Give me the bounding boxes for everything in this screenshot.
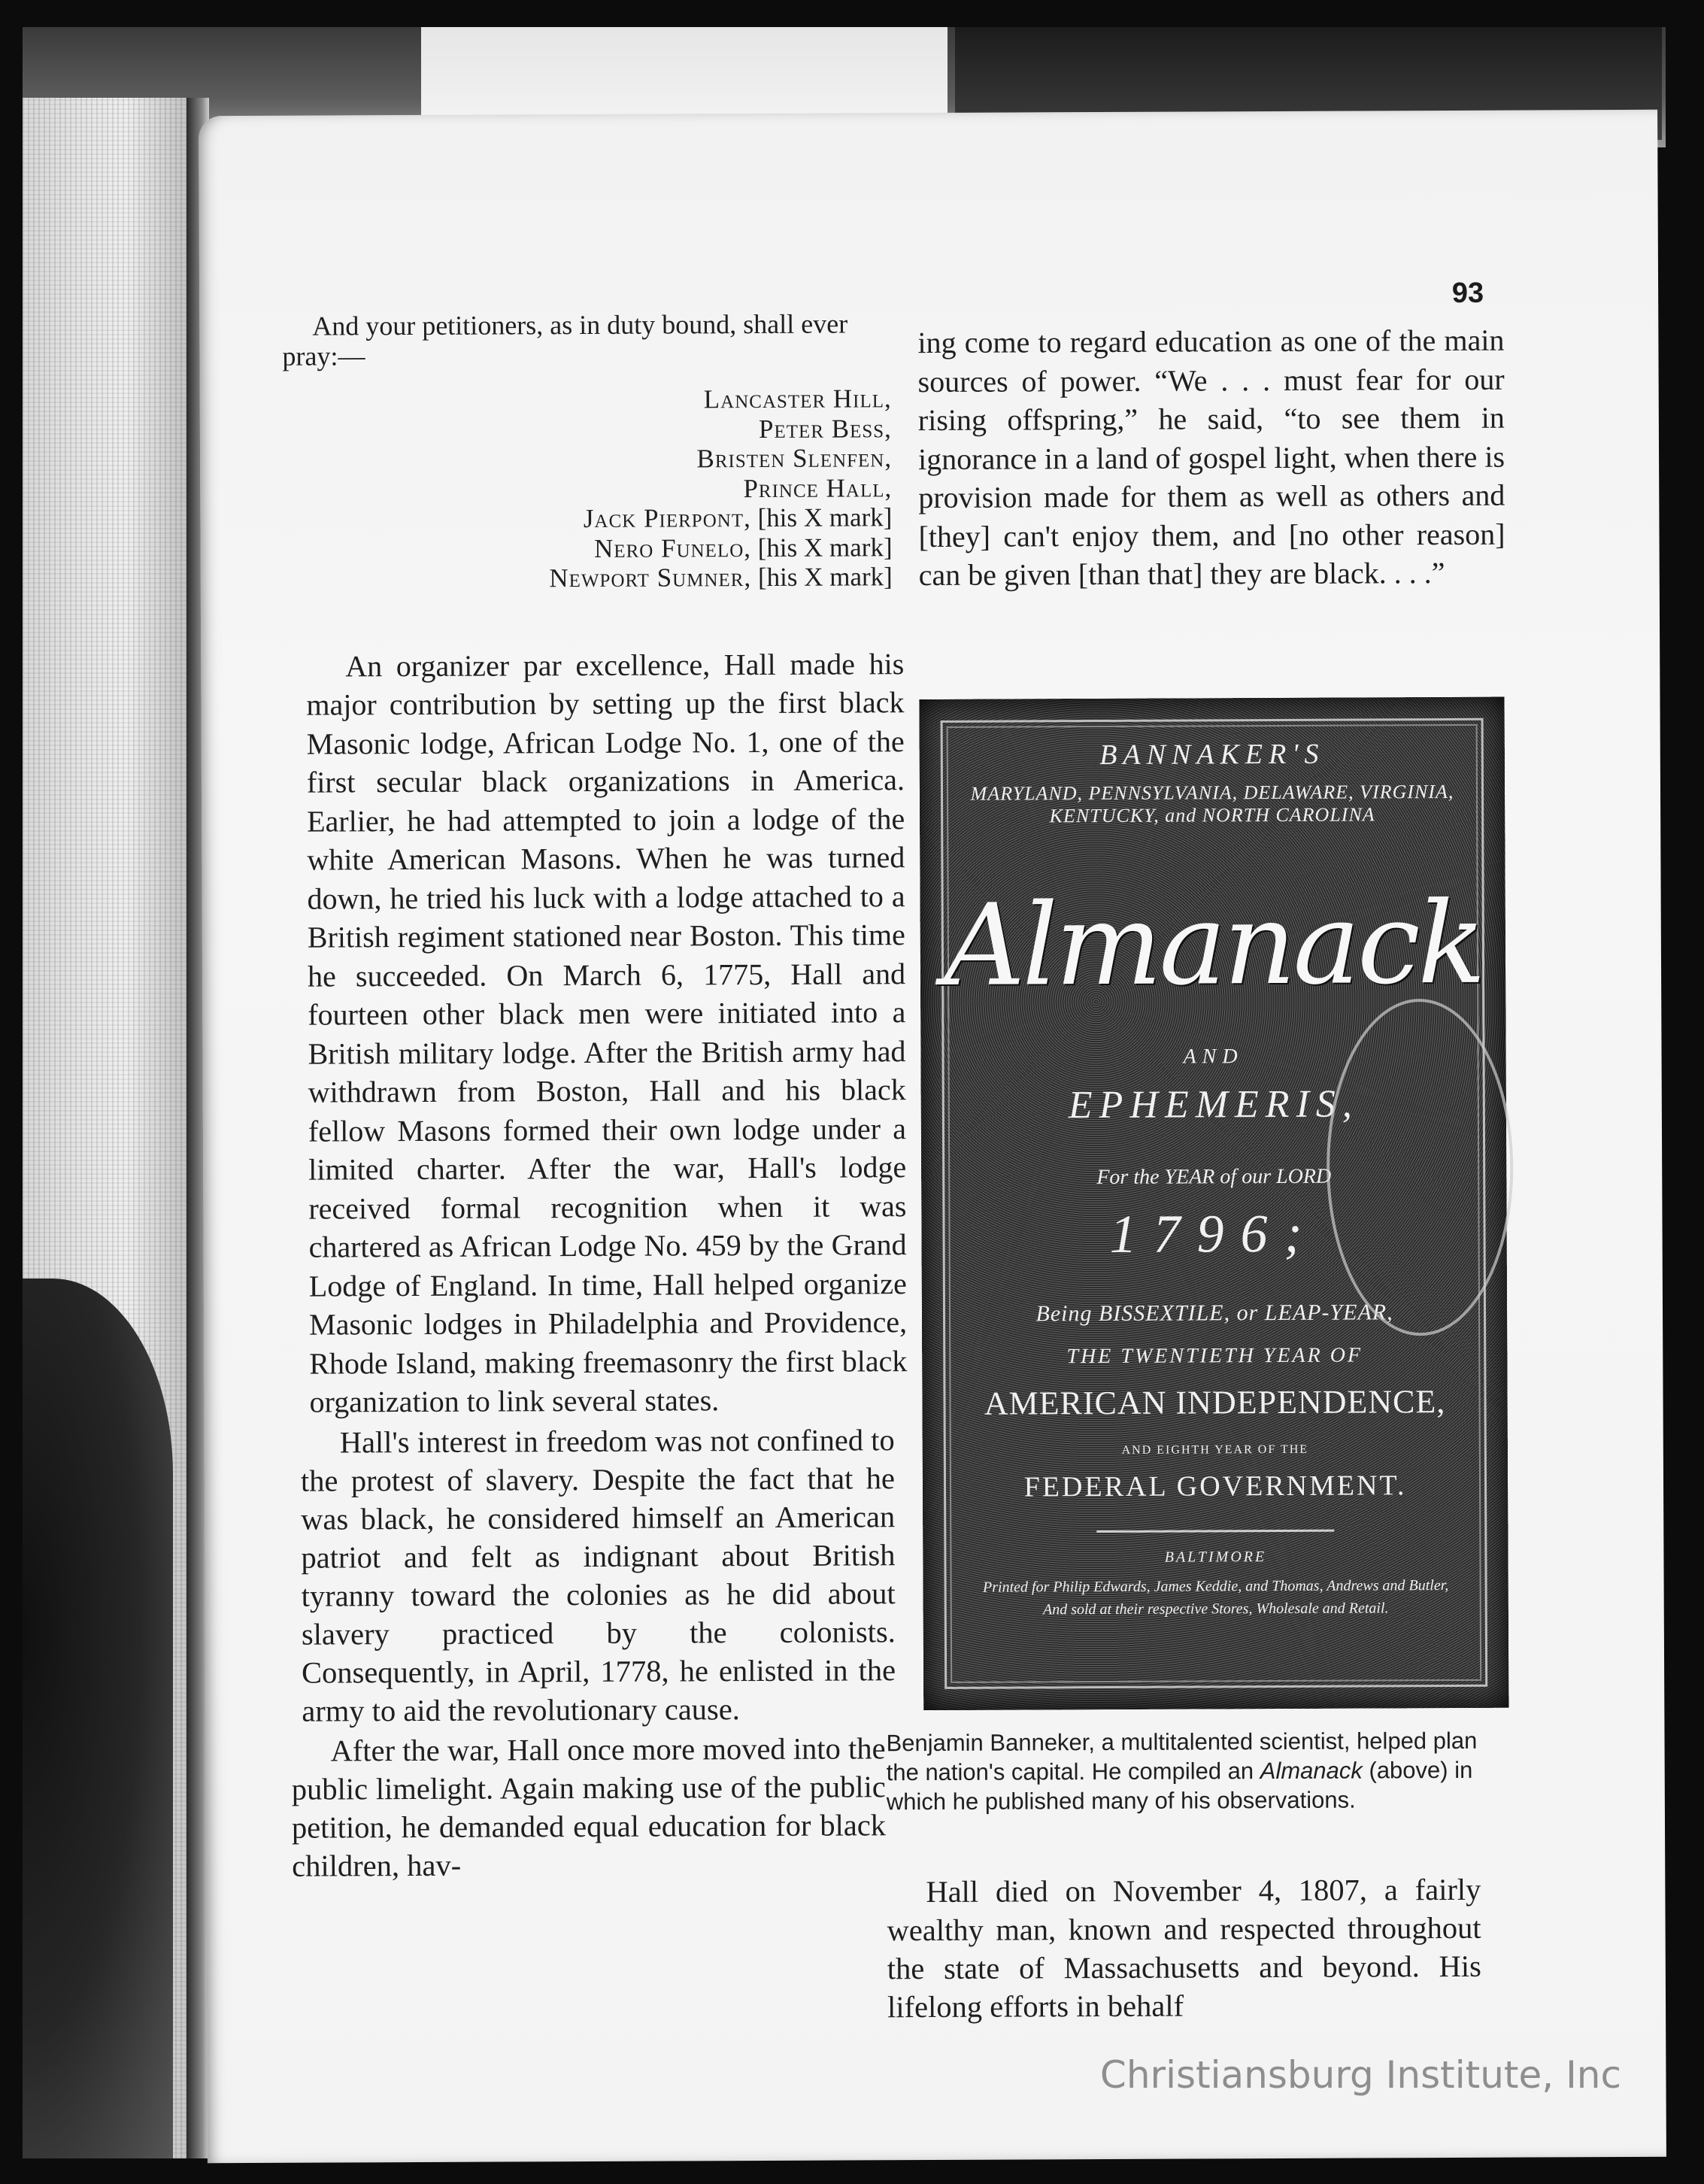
almanack-frame: [941, 718, 1488, 1689]
almanack-independence: AMERICAN INDEPENDENCE,: [984, 1383, 1446, 1422]
almanack-printer-line: Printed for Philip Edwards, James Keddie, and Thomas, Andrews and Butler, And sold at their respective Stores, Wholesale and Retail.: [982, 1577, 1449, 1618]
signer-name: Nero Funelo,: [593, 532, 752, 563]
paragraph-after-the-war: After the war, Hall once more moved into the public limelight. Again making use of the public petition, he demanded equal education for black children, hav-: [291, 1731, 887, 1883]
signer-line: [283, 532, 893, 565]
almanack-and: AND: [1183, 1045, 1244, 1069]
signer-line: [283, 384, 892, 416]
almanack-ephemeris: EPHEMERIS,: [1068, 1082, 1359, 1127]
signer-name: Lancaster Hill,: [703, 384, 892, 414]
almanack-bissextile: Being BISSEXTILE, or LEAP-YEAR,: [1035, 1300, 1393, 1327]
paragraph-organizer: An organizer par excellence, Hall made his major contribution by setting up the first black Masonic lodge, African Lodge No. 1, one of the first secular black organizations in America. Earlier, he had attempted to join a lodge of the white American Masons. When he was turned down, he tried his luck with a lodge attached to a British regiment stationed near Boston. This time he succeeded. On March 6, 1775, Hall and fourteen other black men were initiated into a British military lodge. After the British army had withdrawn from Boston, Hall and his black fellow Masons formed their own lodge under a limited charter. After the war, Hall's lodge received formal recognition when it was chartered as African Lodge No. 459 by the Grand Lodge of England. In time, Hall helped organize Masonic lodges in Philadelphia and Providence, Rhode Island, making freemasonry the first black organization to link several states.: [306, 646, 908, 1419]
paragraph-interest-in-freedom: Hall's interest in freedom was not confined to the protest of slavery. Despite the fact that he was black, he considered himself an American patriot and felt as indignant about British tyranny toward the colonies as he did about slavery practiced by the colonists. Consequently, in April, 1778, he enlisted in the army to aid the revolutionary cause.: [300, 1422, 896, 1728]
caption-italic-title: Almanack: [1260, 1757, 1363, 1785]
signer-name: Bristen Slenfen,: [696, 443, 893, 474]
book-page: [199, 110, 1666, 2163]
almanack-eighth-year: AND EIGHTH YEAR OF THE: [1121, 1442, 1309, 1457]
dark-object-shadow: [23, 1279, 173, 2158]
signer-line: [283, 443, 892, 475]
almanack-federal-government: FEDERAL GOVERNMENT.: [1023, 1470, 1407, 1503]
signer-name: Jack Pierpont,: [583, 503, 751, 534]
left-column: [252, 308, 920, 1885]
almanack-year: 1796;: [1109, 1203, 1319, 1264]
signer-line: [283, 502, 892, 535]
almanack-twentieth-year: THE TWENTIETH YEAR OF: [1066, 1343, 1363, 1369]
signer-name: Newport Sumner,: [549, 563, 752, 593]
almanack-baltimore: BALTIMORE: [1164, 1549, 1267, 1566]
caption-text-before: Benjamin Banneker, a multitalented scientist, helped plan the nation's capital. He compiled an: [886, 1727, 1478, 1786]
paragraph-hall-died: Hall died on November 4, 1807, a fairly wealthy man, known and respected throughout the state of Massachusetts and beyond. His lifelong efforts in behalf: [887, 1872, 1481, 2025]
page-number: 93: [1451, 277, 1484, 309]
paragraph-continued: ing come to regard education as one of the main sources of power. “We . . . must fear for our rising offspring,” he said, “to see them in ignorance in a land of gospel light, when there is provision made for them as well as others and [they] can't enjoy them, and [no other reason] can be given [than that] they are black. . . .”: [917, 323, 1505, 593]
almanack-word: Almanack: [943, 878, 1484, 1012]
almanack-title-page-photo: [919, 697, 1508, 1710]
library-stamp-mark: [1326, 999, 1514, 1336]
photo-caption: [886, 1726, 1488, 1816]
almanack-divider: [1096, 1530, 1334, 1533]
right-column: [917, 321, 1521, 595]
almanack-title: BANNAKER'S: [1099, 738, 1325, 772]
petition-closing: And your petitioners, as in duty bound, shall ever pray:—: [282, 308, 848, 372]
signer-mark: [his X mark]: [757, 502, 893, 533]
signer-name: Peter Bess,: [758, 413, 892, 444]
right-column-bottom: [887, 1870, 1481, 2026]
almanack-year-line: For the YEAR of our LORD: [1096, 1164, 1332, 1190]
watermark-text: Christiansburg Institute, Inc: [1099, 2053, 1621, 2097]
signer-line: [283, 473, 892, 505]
almanack-states: MARYLAND, PENNSYLVANIA, DELAWARE, VIRGINIA, KENTUCKY, and NORTH CAROLINA: [970, 780, 1454, 827]
caption-text-after: (above) in which he published many of his observations.: [886, 1756, 1473, 1815]
signer-name: Prince Hall,: [743, 472, 893, 503]
signer-mark: [his X mark]: [757, 532, 893, 563]
signer-mark: [his X mark]: [757, 562, 893, 593]
signer-line: [283, 414, 892, 446]
signer-line: [283, 562, 893, 594]
petition-signers: [283, 384, 893, 594]
